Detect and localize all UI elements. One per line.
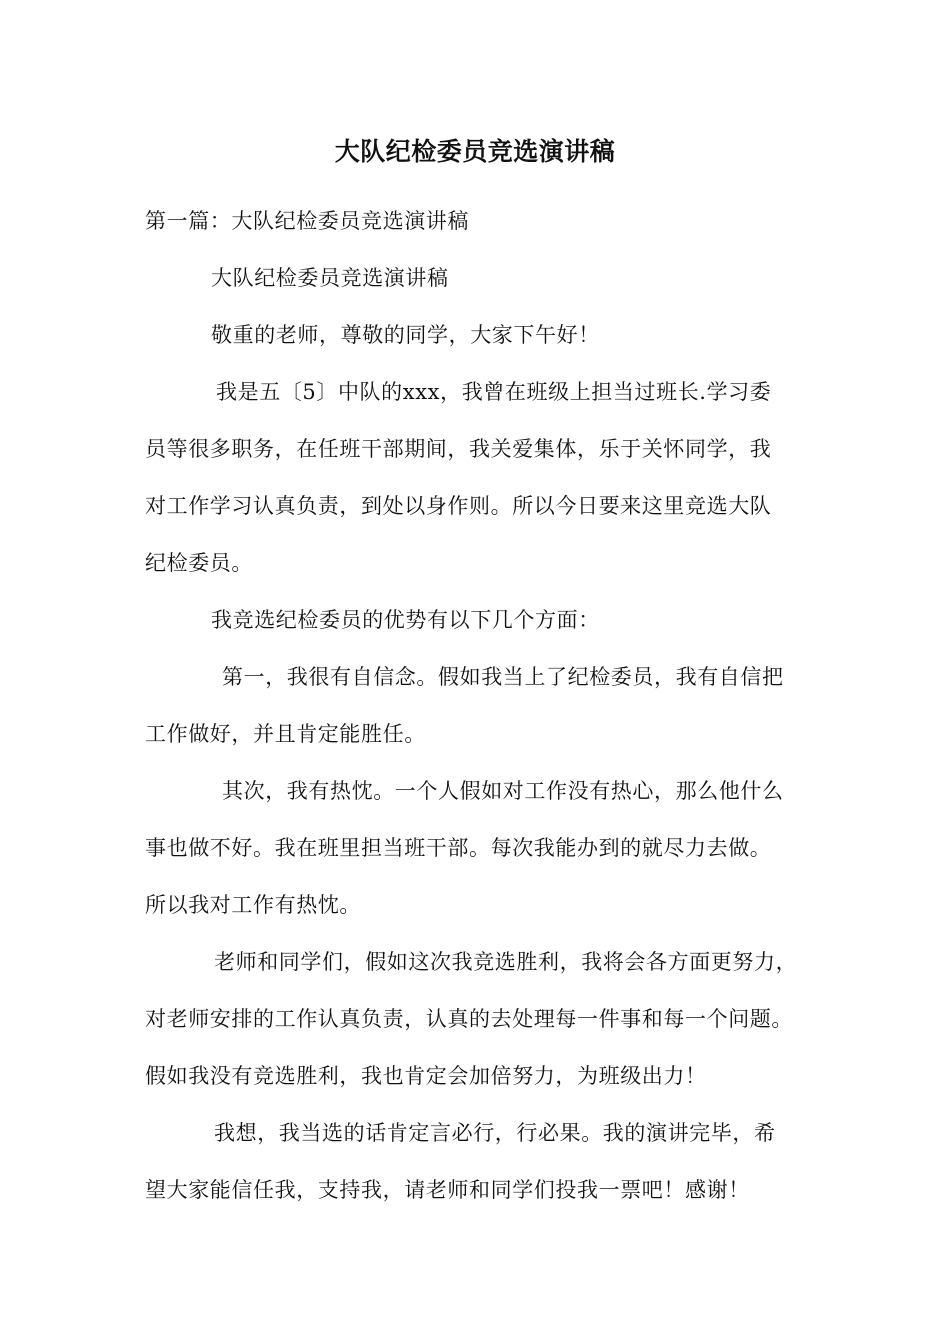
paragraph-line: 事也做不好。我在班里担当班干部。每次我能办到的就尽力去做。 (145, 836, 772, 860)
subtitle-line: 大队纪检委员竞选演讲稿 (211, 266, 449, 290)
paragraph-line: 第一，我很有自信念。假如我当上了纪检委员，我有自信把 (222, 665, 784, 689)
paragraph-line: 我想，我当选的话肯定言必行，行必果。我的演讲完毕，希 (214, 1121, 776, 1145)
paragraph-line: 纪检委员。 (145, 551, 253, 575)
paragraph-line: 对老师安排的工作认真负责，认真的去处理每一件事和每一个问题。 (145, 1007, 793, 1031)
document-title: 大队纪检委员竞选演讲稿 (334, 137, 616, 166)
paragraph-line: 其次，我有热忱。一个人假如对工作没有热心，那么他什么 (222, 779, 784, 803)
paragraph-line: 对工作学习认真负责，到处以身作则。所以今日要来这里竞选大队 (145, 494, 772, 518)
paragraph-line: 望大家能信任我，支持我，请老师和同学们投我一票吧！感谢！ (145, 1178, 750, 1202)
paragraph-line: 所以我对工作有热忱。 (145, 893, 361, 917)
section-heading: 第一篇：大队纪检委员竞选演讲稿 (145, 209, 469, 233)
paragraph-line: 我是五〔5〕中队的xxx，我曾在班级上担当过班长.学习委 (216, 380, 772, 404)
paragraph-line: 老师和同学们，假如这次我竞选胜利，我将会各方面更努力， (214, 950, 798, 974)
paragraph-line: 我竞选纪检委员的优势有以下几个方面： (211, 608, 600, 632)
paragraph-line: 工作做好，并且肯定能胜任。 (145, 722, 426, 746)
greeting-line: 敬重的老师，尊敬的同学，大家下午好！ (211, 323, 600, 347)
paragraph-line: 假如我没有竞选胜利，我也肯定会加倍努力，为班级出力！ (145, 1064, 707, 1088)
paragraph-line: 员等很多职务，在任班干部期间，我关爱集体，乐于关怀同学，我 (145, 437, 772, 461)
